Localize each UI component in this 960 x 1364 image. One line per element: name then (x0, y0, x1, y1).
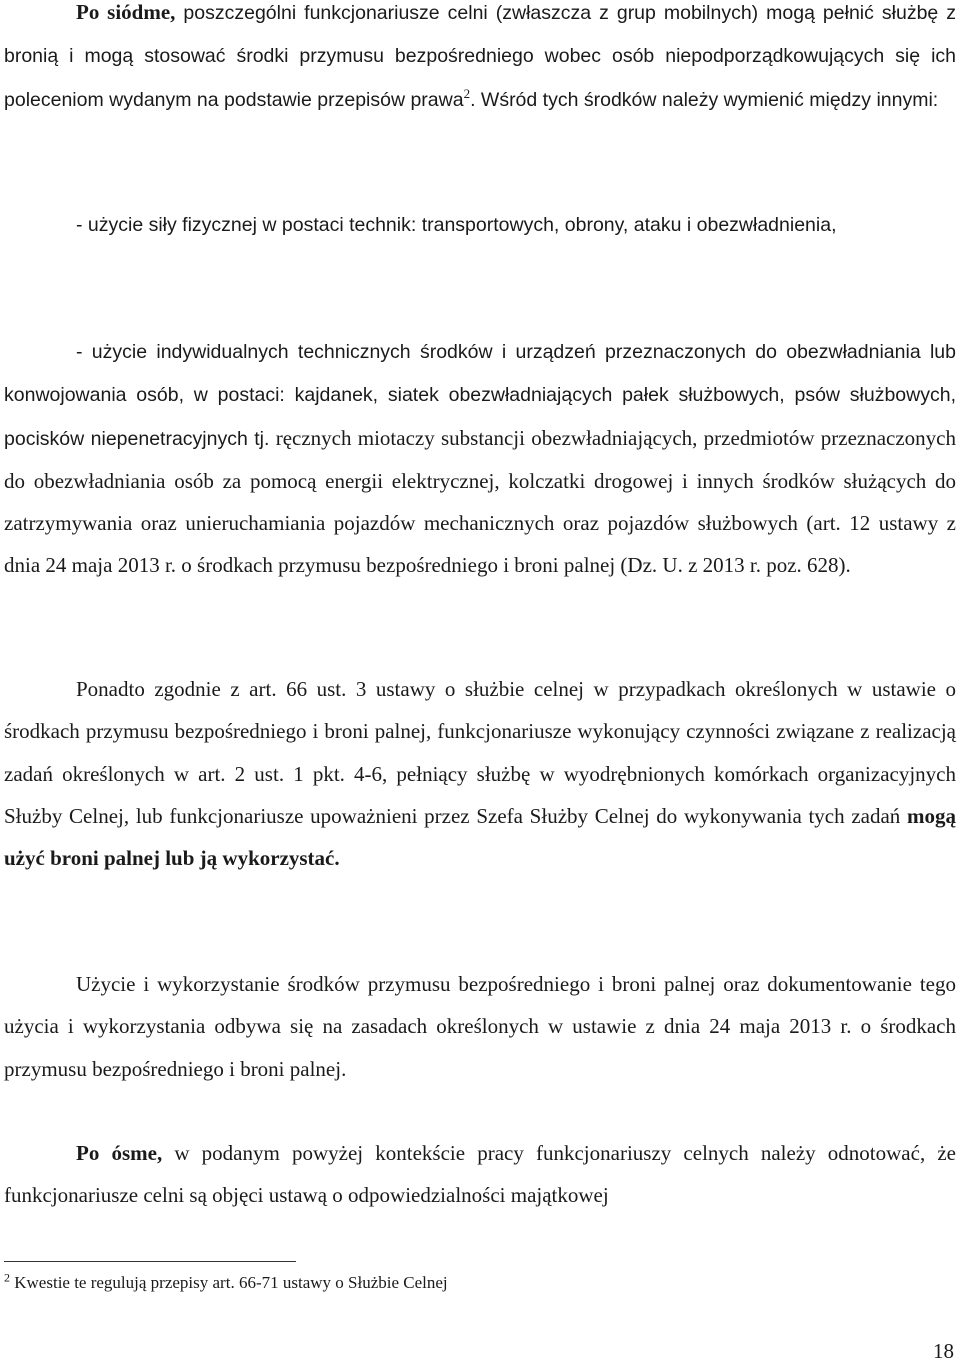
paragraph-po-osme (4, 1132, 956, 1217)
lead-bold: Po ósme, (76, 1141, 163, 1165)
footnote-ref: 2 (463, 85, 471, 101)
footnote (4, 1272, 448, 1294)
paragraph-text-tail: . Wśród tych środków należy wymienić między innymi: (470, 88, 939, 111)
page-number: 18 (933, 1339, 954, 1363)
footnote-number: 2 (4, 1270, 10, 1285)
paragraph-bold-tail: mogą użyć broni palnej lub ją wykorzystać. (4, 803, 956, 871)
footnote-separator (4, 1261, 296, 1262)
paragraph-text-sans: - użycie indywidualnych technicznych środków i urządzeń przeznaczonych do obezwładniania lub konwojowania osób, w postaci: kajdanek, siatek obezwładniających pałek służbowych, psów służbowych, pocisków niepenetracyjnych tj. (4, 341, 956, 450)
paragraph-uzycie: Użycie i wykorzystanie środków przymusu bezpośredniego i broni palnej oraz dokumentowanie tego użycia i wykorzystania odbywa się na zasadach określonych w ustawie z dnia 24 maja 2013 r. o środkach przymusu bezpośredniego i broni palnej. (4, 972, 956, 1081)
footnote-text: Kwestie te regulują przepisy art. 66-71 ustawy o Służbie Celnej (10, 1273, 448, 1292)
paragraph-text: w podanym powyżej kontekście pracy funkcjonariuszy celnych należy odnotować, że funkcjonariusze celni są objęci ustawą o odpowiedzialności majątkowej (4, 1141, 956, 1208)
paragraph-ponadto (4, 668, 956, 879)
paragraph-bullet-physical-force: - użycie siły fizycznej w postaci technik: transportowych, obrony, ataku i obezwładnienia, (76, 214, 837, 236)
paragraph-text: poszczególni funkcjonariusze celni (zwłaszcza z grup mobilnych) mogą pełnić służbę z bronią i mogą stosować środki przymusu bezpośredniego wobec osób niepodporządkowujących się ich poleceniom wydanym na podstawie przepisów prawa (4, 2, 957, 111)
paragraph-text-serif: ręcznych miotaczy substancji obezwładniających, przedmiotów przeznaczonych do obezwładniania osób za pomocą energii elektrycznej, kolczatki drogowej i innych środków służących do zatrzymywania oraz unieruchamiania pojazdów mechanicznych oraz pojazdów służbowych (art. 12 ustawy z dnia 24 maja 2013 r. o środkach przymusu bezpośredniego i broni palnej (Dz. U. z 2013 r. poz. 628). (4, 425, 956, 578)
paragraph-bullet-technical-means (4, 330, 956, 587)
lead-bold: Po siódme, (76, 0, 176, 24)
paragraph-po-siodme (4, 0, 956, 121)
paragraph-text: Ponadto zgodnie z art. 66 ust. 3 ustawy o służbie celnej w przypadkach określonych w ustawie o środkach przymusu bezpośredniego i broni palnej, funkcjonariusze wykonujący czynności związane z realizacją zadań określonych w art. 2 ust. 1 pkt. 4-6, pełniący służbę w wyodrębnionych komórkach organizacyjnych Służby Celnej, lub funkcjonariusze upoważnieni przez Szefa Służby Celnej do wykonywania tych zadań (4, 677, 956, 828)
